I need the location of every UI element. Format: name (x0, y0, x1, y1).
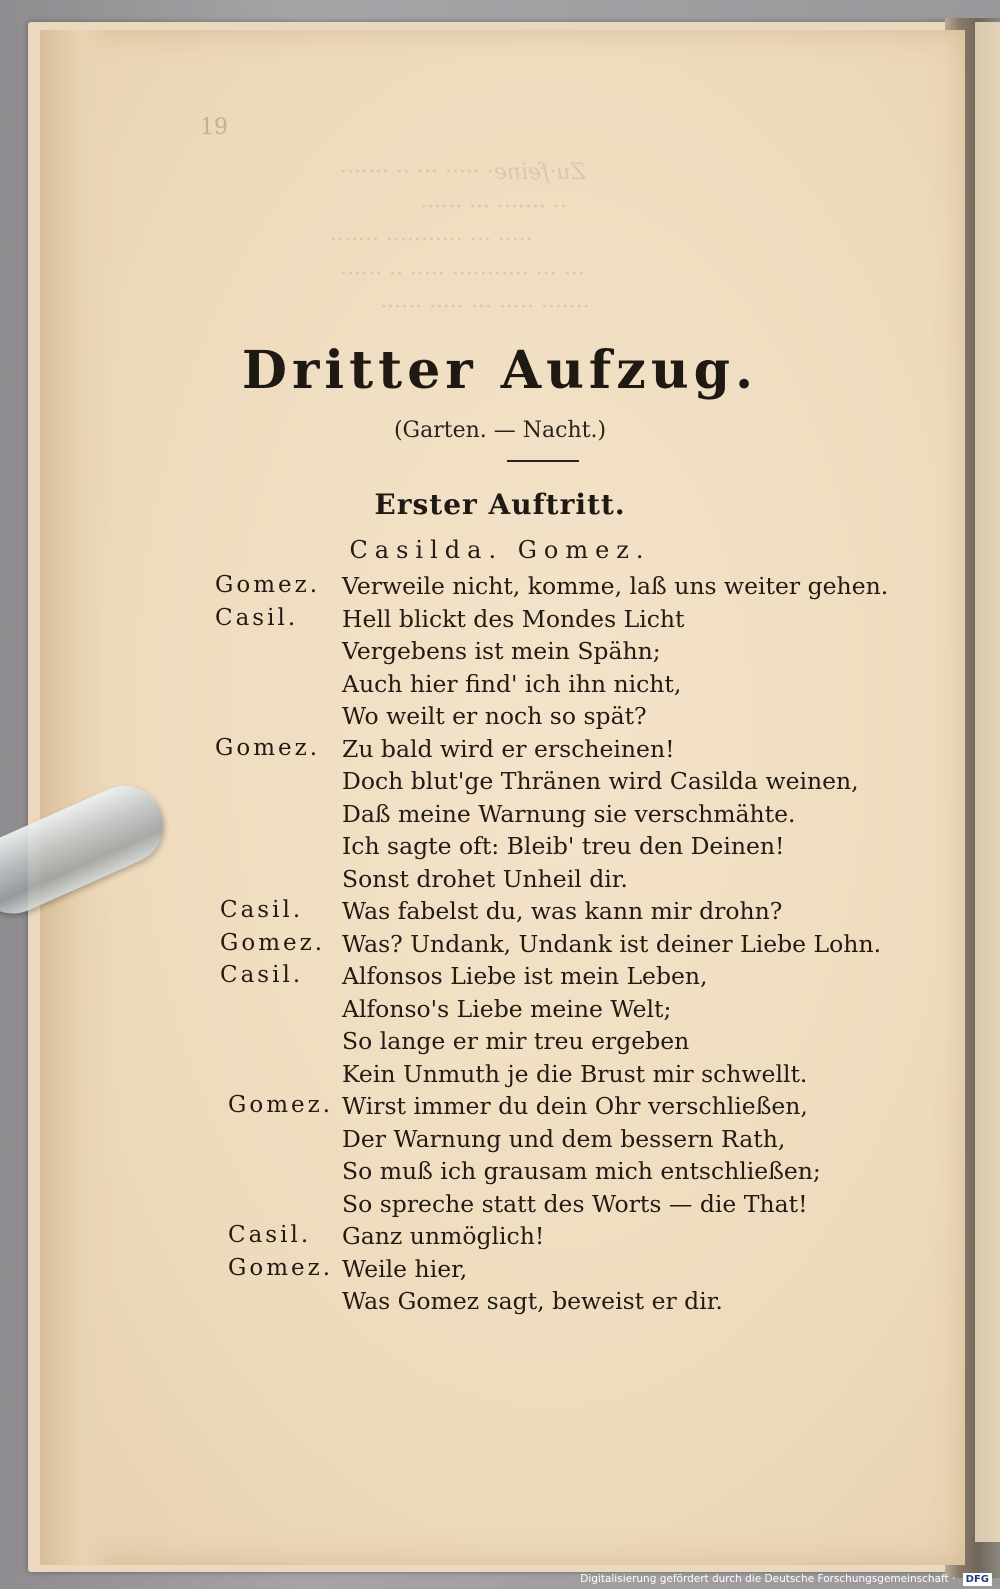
dialogue-line (0, 1222, 1000, 1254)
dialogue-text: Auch hier find' ich ihn nicht, (342, 669, 682, 698)
dialogue-line (0, 962, 1000, 994)
dialogue-line (0, 702, 1000, 734)
dialogue-text: Zu bald wird er erscheinen! (342, 734, 675, 763)
footer-credit: Digitalisierung gefördert durch die Deutsche Forschungsgemeinschaft · DFG (580, 1573, 992, 1586)
dialogue-line (0, 605, 1000, 637)
character-list: Casilda. Gomez. (349, 536, 651, 564)
dialogue-line (0, 1190, 1000, 1222)
bleed-through: ····· ··· ··········· ······· (330, 228, 533, 253)
dialogue-line (0, 1092, 1000, 1124)
dialogue-line (0, 572, 1000, 604)
dialogue-text: So lange er mir treu ergeben (342, 1027, 690, 1055)
scene-heading: Erster Auftritt. (374, 488, 626, 521)
bleed-through: ·· ······· ··· ······ (420, 195, 567, 220)
speaker-name: Gomez. (215, 734, 321, 761)
dialogue-line (0, 1125, 1000, 1157)
dialogue-text: Vergebens ist mein Spähn; (342, 637, 661, 665)
dialogue-text: Der Warnung und dem bessern Rath, (342, 1124, 786, 1153)
speaker-name: Gomez. (220, 929, 326, 956)
dialogue-line (0, 930, 1000, 962)
bleed-through: ··· ··· ··········· ····· ·· ······ (340, 262, 585, 287)
dialogue-text: Was fabelst du, was kann mir drohn? (342, 897, 783, 925)
dialogue-line (0, 1255, 1000, 1287)
dialogue-line (0, 767, 1000, 799)
dialogue-line (0, 1287, 1000, 1319)
dialogue-text: Alfonsos Liebe ist mein Leben, (342, 962, 708, 990)
dialogue-line (0, 735, 1000, 767)
dialogue-line (0, 1027, 1000, 1059)
speaker-name: Casil. (228, 1222, 312, 1248)
dialogue-text: Weile hier, (342, 1254, 468, 1283)
speaker-name: Casil. (220, 962, 304, 988)
speaker-name: Casil. (220, 897, 304, 923)
dialogue-text: Was? Undank, Undank ist deiner Liebe Lohn. (342, 929, 882, 958)
dialogue-text: Was Gomez sagt, beweist er dir. (342, 1287, 723, 1315)
speaker-name: Gomez. (215, 572, 321, 598)
bleed-through: ······· ····· ··· ····· ······ (380, 295, 590, 320)
dialogue-text: Alfonso's Liebe meine Welt; (342, 994, 672, 1023)
dfg-logo: DFG (963, 1573, 992, 1586)
dialogue-line (0, 1157, 1000, 1189)
setting-note: (Garten. — Nacht.) (393, 418, 607, 443)
dialogue-line (0, 1060, 1000, 1092)
page-number: 19 (200, 115, 228, 140)
dialogue-text: Wirst immer du dein Ohr verschließen, (342, 1092, 808, 1120)
dialogue-text: So spreche statt des Worts — die That! (342, 1189, 808, 1218)
dialogue-text: Sonst drohet Unheil dir. (342, 864, 628, 893)
speaker-name: Gomez. (228, 1254, 334, 1281)
speaker-name: Gomez. (228, 1092, 334, 1118)
dialogue-text: So muß ich grausam mich entschließen; (342, 1157, 821, 1185)
title-divider (507, 460, 579, 462)
dialogue-text: Ich sagte oft: Bleib' treu den Deinen! (342, 832, 785, 860)
dialogue-text: Kein Unmuth je die Brust mir schwellt. (342, 1059, 808, 1088)
footer-credit-text: Digitalisierung gefördert durch die Deutsche Forschungsgemeinschaft (580, 1573, 949, 1585)
dialogue-line (0, 637, 1000, 669)
dialogue-text: Wo weilt er noch so spät? (342, 702, 647, 730)
dialogue-line (0, 670, 1000, 702)
dialogue-text: Verweile nicht, komme, laß uns weiter gehen. (342, 572, 889, 600)
dialogue-text: Daß meine Warnung sie verschmähte. (342, 799, 796, 828)
speaker-name: Casil. (215, 604, 299, 631)
dialogue-text: Doch blut'ge Thränen wird Casilda weinen, (342, 767, 859, 795)
dialogue-line (0, 995, 1000, 1027)
dialogue-line (0, 897, 1000, 929)
dialogue-text: Hell blickt des Mondes Licht (342, 604, 685, 633)
dialogue-line (0, 865, 1000, 897)
act-title: Dritter Aufzug. (241, 340, 759, 401)
dialogue-text: Ganz unmöglich! (342, 1222, 545, 1250)
bleed-through: Zu·feine· ····· ··· ·· ······· (340, 160, 586, 185)
